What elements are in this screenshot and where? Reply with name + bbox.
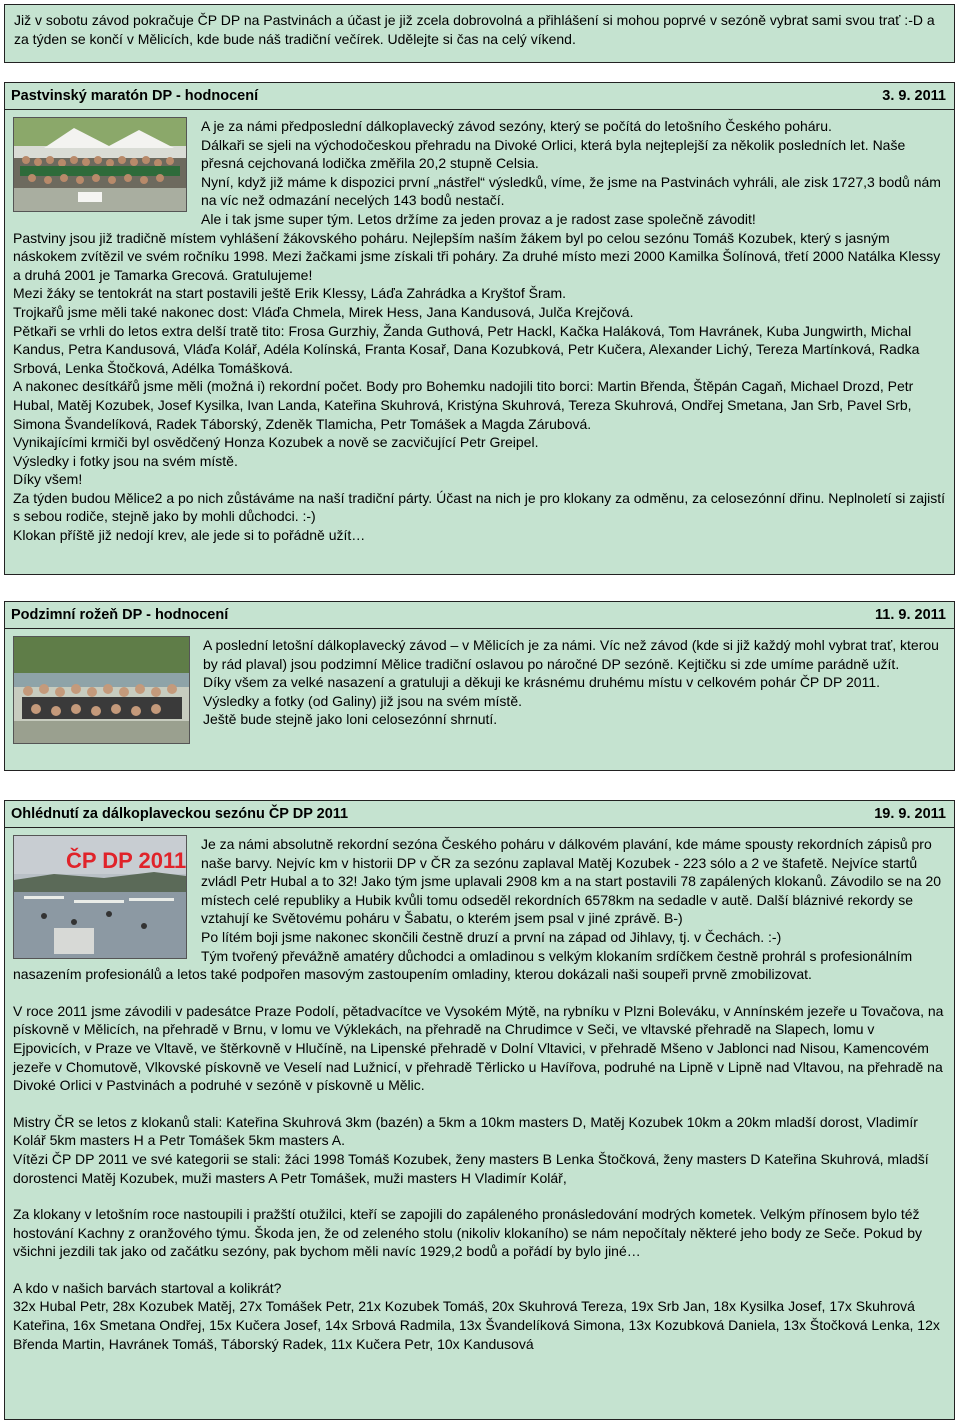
news-line: A poslední letošní dálkoplavecký závod – v Mělicích je za námi. Víc než závod (kde si již každý mohl vybrat trať, kterou by rád plaval) jsou podzimní Mělice tradiční oslavou po náročné DP sezóně. Kejtičku si zde umíme parádně užít. <box>203 637 939 672</box>
news-line: A je za námi předposlední dálkoplavecký závod sezóny, který se počítá do letošního Českého poháru. <box>201 118 832 134</box>
news-line: Vítězi ČP DP 2011 ve své kategorii se stali: žáci 1998 Tomáš Kozubek, ženy masters B Lenka Štočková, ženy masters D Kateřina Skuhrová, mladší dorostenci Matěj Kozubek, muži masters A Petr Tomášek, muži masters H Vladimír Kolář, <box>13 1150 929 1186</box>
news-line: Klokan příště již nedojí krev, ale jede si to pořádně užít… <box>13 527 366 544</box>
news-item-pastviny <box>4 82 955 575</box>
news-line: Mezi žáky se tentokrát na start postavili ještě Erik Klessy, Láďa Zahrádka a Kryštof Šram. <box>13 285 567 302</box>
news-line: Nyní, když již máme k dispozici první „nástřel“ výsledků, víme, že jsme na Pastvinách vyhráli, ale zisk 1727,3 bodů nám na víc než odmazání necelých 143 bodů nestačí. <box>201 173 941 209</box>
news-line: Ale i tak jsme super tým. Letos držíme za jeden provaz a je radost zase společně závodit! <box>201 210 756 227</box>
news-title[interactable]: Pastvinský maratón DP - hodnocení <box>11 87 259 104</box>
news-line: Ještě bude stejně jako loni celosezónní shrnutí. <box>203 711 498 728</box>
news-line: Díky všem! <box>13 471 83 488</box>
news-header <box>5 83 954 110</box>
photo-caption: ČP DP 2011 <box>66 848 186 873</box>
news-line: 32x Hubal Petr, 28x Kozubek Matěj, 27x Tomášek Petr, 21x Kozubek Tomáš, 20x Skuhrová Tereza, 19x Srb Jan, 18x Kysilka Josef, 17x Skuhrová Kateřina, 16x Smetana Ondřej, 15x Kučera Josef, 14x Srbová Radmila, 13x Švandelíková Simona, 13x Kozubková Daniela, 13x Štočková Lenka, 12x Břenda Martin, Havránek Tomáš, Táborský Radek, 11x Kučera Petr, 10x Kandusová <box>13 1298 940 1352</box>
intro-box <box>4 4 955 63</box>
group-photo[interactable] <box>13 117 187 212</box>
news-title[interactable]: Ohlédnutí za dálkoplaveckou sezónu ČP DP 2011 <box>11 805 349 822</box>
results-link[interactable]: Výsledky a fotky (od Galiny) již jsou na svém místě. <box>203 692 522 709</box>
intro-text: Již v sobotu závod pokračuje ČP DP na Pastvinách a účast je již zcela dobrovolná a přihlášení si mohou poprvé v sezóně vybrat sami svou trať :-D a za týden se končí v Mělicích, kde bude náš tradiční večírek. Udělejte si čas na celý víkend. <box>14 12 935 47</box>
news-line: V roce 2011 jsme závodili v padesátce Praze Podolí, pětadvacítce ve Vysokém Mýtě, na rybníku v Plzni Boleváku, v Annínském jezeře u Tovačova, na pískovně v Mělicích, na přehradě v Brnu, v lomu ve Výklekách, na přehradě na Chrudimce v Seči, ve vltavské přehradě na Slapech, lomu v Ejpovicích, v Praze ve Vltavě, ve štěrkovně v Hlučíně, na Lipenské přehradě v Dolní Vltavici, v přehradě Mšeno v Jablonci nad Nisou, Kamencovém jezeře v Chomutově, Vlkovské pískovně ve Veselí nad Lužnicí, v přehradě Těrlicko u Havířova, podruhé na Lipně v Lipně nad Vltavou, na přehradě na Divoké Orlici v Pastvinách a podruhé v sezóně v pískovně u Mělic. <box>13 1002 944 1094</box>
news-line: Trojkařů jsme měli také nakonec dost: Vláďa Chmela, Mirek Hess, Jana Kandusová, Julča Krejčová. <box>13 303 634 320</box>
news-line: Tým tvořený převážně amatéry důchodci a omladinou s velkým klokaním srdíčkem čestně prohrál s profesionálním nasazením profesionálů a letos také podpořen masovým zastoupením omladiny, kterou dokázali naši soupeři prvně zmobilizovat. <box>13 947 913 983</box>
news-title[interactable]: Podzimní rožeň DP - hodnocení <box>11 606 229 623</box>
group-photo[interactable] <box>13 636 190 744</box>
news-line: Vynikajícími krmiči byl osvědčený Honza Kozubek a nově se zacvičující Petr Greipel. <box>13 434 539 451</box>
news-line: Za týden budou Mělice2 a po nich zůstáváme na naší tradiční párty. Účast na nich je pro klokany za odměnu, za celosezónní dřinu. Neplnoletí si zajistí s sebou rodiče, stejně jako by mohli důchodci. :-) <box>13 489 946 525</box>
news-line: Pětkaři se vrhli do letos extra delší tratě tito: Frosa Gurzhiy, Žanda Guthová, Petr Hackl, Kačka Haláková, Tom Havránek, Kuba Jungwirth, Michal Kandus, Petra Kandusová, Vláďa Kolář, Adéla Kolínská, Franta Kosař, Dana Kozubková, Petr Kučera, Alexander Lichý, Tereza Martínková, Radka Srbová, Lenka Štočková, Adélka Tomášková. <box>13 322 920 376</box>
news-item-rozen <box>4 601 955 771</box>
news-line: Dálkaři se sjeli na východočeskou přehradu na Divoké Orlici, která byla nejteplejší za několik posledních let. Naše přesná cejchovaná lodička změřila 20,2 stupně Celsia. <box>201 136 906 172</box>
news-line: Po lítém boji jsme nakonec skončili čestně druzí a první na západ od Jihlavy, tj. v Čechách. :-) <box>201 928 782 945</box>
news-date: 19. 9. 2011 <box>874 805 946 822</box>
news-date: 3. 9. 2011 <box>882 87 946 104</box>
news-line: Mistry ČR se letos z klokanů stali: Kateřina Skuhrová 3km (bazén) a 5km a 10km masters D, Matěj Kozubek 10km a 20km mladší dorost, Vladimír Kolář 5km masters H a Petr Tomášek 5km masters A. <box>13 1113 918 1149</box>
news-header <box>5 801 954 828</box>
news-item-sezona <box>4 800 955 1420</box>
results-link[interactable]: Výsledky i fotky jsou na svém místě. <box>13 452 238 469</box>
news-header <box>5 602 954 629</box>
news-line: Je za námi absolutně rekordní sezóna Českého poháru v dálkovém plavání, kde máme spousty rekordních zápisů pro naše barvy. Nejvíc km v historii DP v ČR za sezónu zaplaval Matěj Kozubek - 223 sólo a 2 ve štafetě. Nejvíce startů zvládl Petr Hubal a to 32! Jako tým jsme uplavali 2908 km a na start postavili 78 zapálených klokanů. Závodilo se na 20 místech celé republiky a Hubik kvůli tomu odseděl rekordních 6578km na sedadle v autě. Další bláznivé rekordy se vztahují ke Světovému poháru v Šabatu, o kterém jsem psal v jiné zprávě. B-) <box>201 836 942 927</box>
news-line: A nakonec desítkářů jsme měli (možná i) rekordní počet. Body pro Bohemku nadojili tito borci: Martin Břenda, Štěpán Cagaň, Michael Drozd, Petr Hubal, Matěj Kozubek, Josef Kysilka, Ivan Landa, Kateřina Skuhrová, Kristýna Skuhrová, Tereza Skuhrová, Ondřej Smetana, Jan Srb, Pavel Srb, Simona Švandelíková, Radek Táborský, Zdeněk Tlamicha, Petr Tomášek a Magda Zárubová. <box>13 378 914 432</box>
news-line: Díky všem za velké nasazení a gratuluji a děkuji ke krásnému druhému místu v celkovém pohár ČP DP 2011. <box>203 674 880 691</box>
news-line: Za klokany v letošním roce nastoupili i pražští otužilci, kteří se zapojili do zapáleného pronásledování modrých kometek. Velkým přínosem bylo též hostování Kachny z oranžového týmu. Škoda jen, že od zeleného stolu (nikoliv klokaního) se nám nepočítaly některé jeho body ze Seče. Pokud by všichni jezdili tak jako od začátku sezóny, pak bychom měli navíc 1929,2 bodů a pořádí by bylo jiné… <box>13 1206 922 1260</box>
news-date: 11. 9. 2011 <box>875 606 946 623</box>
news-line: A kdo v našich barvách startoval a kolikrát? <box>13 1279 282 1296</box>
news-line: Pastviny jsou již tradičně místem vyhlášení žákovského poháru. Nejlepším naším žákem byl po celou sezónu Tomáš Kozubek, který s jasným náskokem zvítězil ve svém ročníku 1998. Mezi žačkami jsme získali tři poháry. Za druhé místo mezi 2000 Kamilka Šolínová, třetí 2000 Natálka Klessy a druhá 2001 je Tamarka Grecová. Gratulujeme! <box>13 229 941 283</box>
lake-swimmers-photo[interactable] <box>13 835 187 959</box>
